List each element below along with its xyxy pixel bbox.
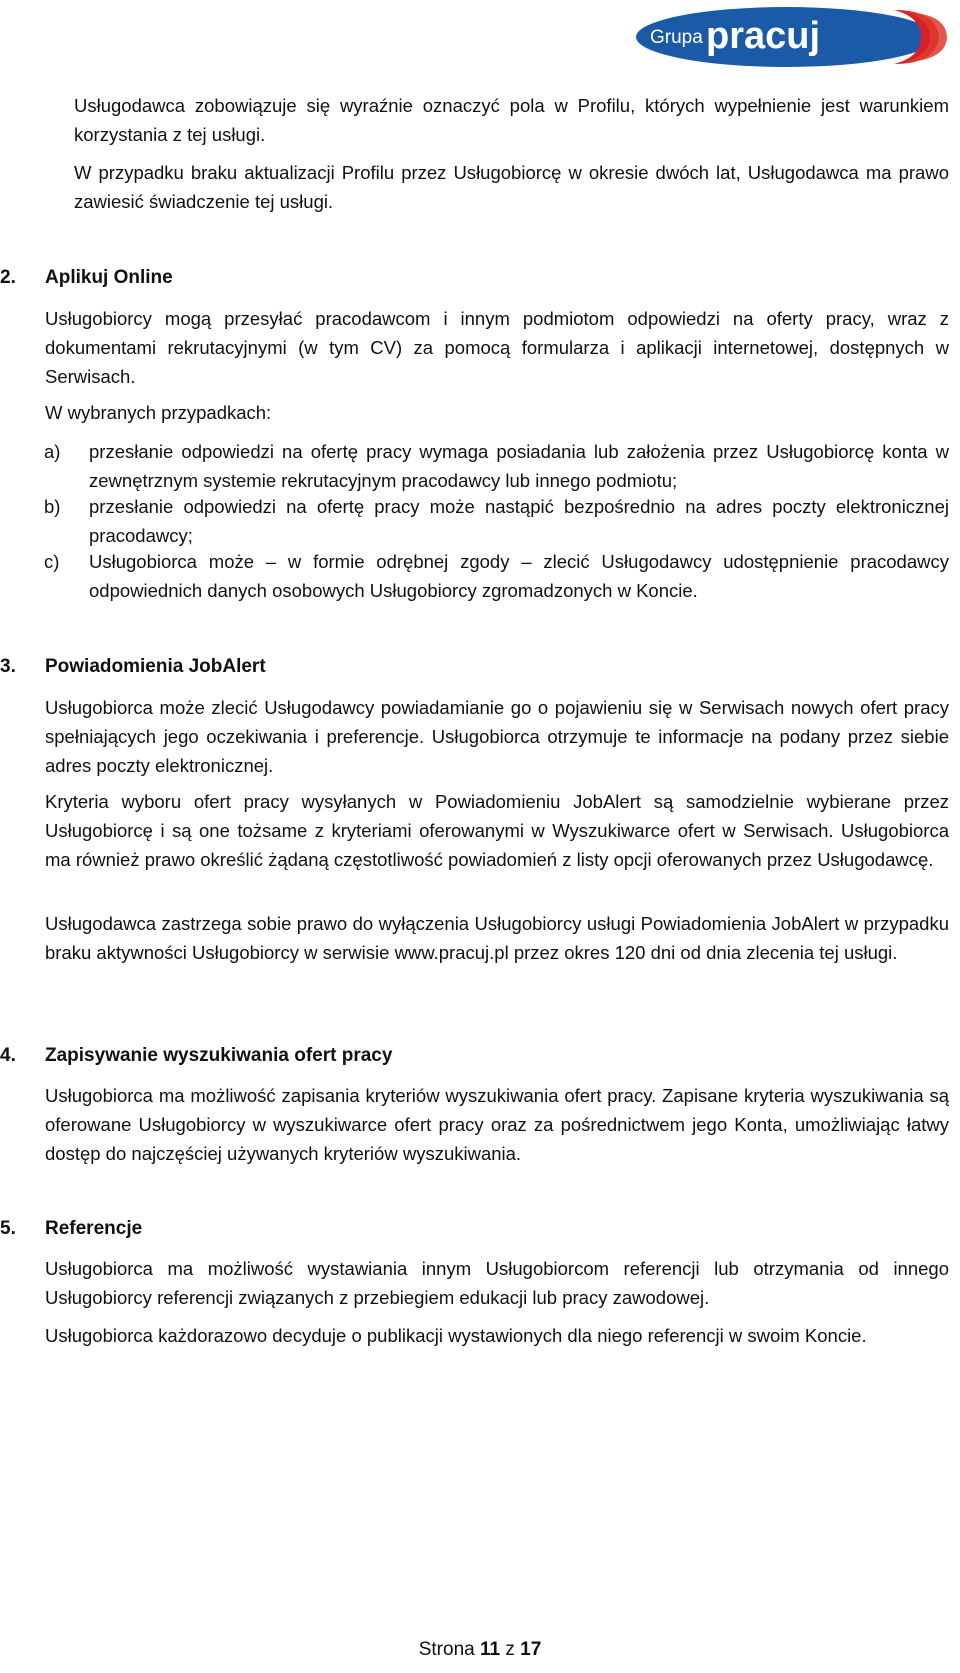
- section-title: Aplikuj Online: [45, 267, 173, 288]
- list-marker: b): [44, 496, 61, 517]
- section-paragraph: Kryteria wyboru ofert pracy wysyłanych w Powiadomieniu JobAlert są samodzielnie wybierane przez Usługobiorcę i są one tożsame z kryteriami oferowanymi w Wyszukiwarce ofert w Serwisach. Usługobiorca ma również prawo określić żądaną częstotliwość powiadomień z listy opcji oferowanych przez Usługodawcę.: [45, 791, 949, 870]
- list-item-text: Usługobiorca może – w formie odrębnej zgody – zlecić Usługodawcy udostępnienie pracodawcy odpowiednich danych osobowych Usługobiorcy zgromadzonych w Koncie.: [89, 551, 949, 601]
- section-paragraph: Usługobiorca ma możliwość wystawiania innym Usługobiorcom referencji lub otrzymania od innego Usługobiorcy referencji związanych z przebiegiem edukacji lub pracy zawodowej.: [45, 1258, 949, 1308]
- list-item: [44, 547, 949, 605]
- list-item: [44, 492, 949, 550]
- section-paragraph: Usługobiorcy mogą przesyłać pracodawcom i innym podmiotom odpowiedzi na oferty pracy, wraz z dokumentami rekrutacyjnymi (w tym CV) za pomocą formularza i aplikacji internetowej, dostępnych w Serwisach.: [45, 308, 949, 387]
- page-total: 17: [520, 1639, 542, 1660]
- logo-text-small: Grupa: [650, 27, 703, 48]
- intro-paragraph-2: W przypadku braku aktualizacji Profilu przez Usługobiorcę w okresie dwóch lat, Usługodawca ma prawo zawiesić świadczenie tej usługi.: [74, 162, 949, 212]
- logo-graphic: [636, 2, 948, 72]
- section-paragraph: Usługobiorca może zlecić Usługodawcy powiadamianie go o pojawieniu się w Serwisach nowych ofert pracy spełniających jego oczekiwania i preferencje. Usługobiorca otrzymuje te informacje na podany przez siebie adres poczty elektronicznej.: [45, 697, 949, 776]
- list-marker: c): [44, 551, 60, 572]
- section-paragraph: Usługobiorca ma możliwość zapisania kryteriów wyszukiwania ofert pracy. Zapisane kryteria wyszukiwania są oferowane Usługobiorcy w wyszukiwarce ofert pracy oraz za pośrednictwem jego Konta, umożliwiając łatwy dostęp do najczęściej używanych kryteriów wyszukiwania.: [45, 1085, 949, 1164]
- logo-text-big: pracuj: [706, 15, 821, 57]
- section-paragraph: Usługodawca zastrzega sobie prawo do wyłączenia Usługobiorcy usługi Powiadomienia JobAlert w przypadku braku aktywności Usługobiorcy w serwisie www.pracuj.pl przez okres 120 dni od dnia zlecenia tej usługi.: [45, 913, 949, 963]
- section-title: Powiadomienia JobAlert: [45, 656, 266, 677]
- section-title: Zapisywanie wyszukiwania ofert pracy: [45, 1045, 393, 1066]
- section-number: 4.: [0, 1045, 16, 1066]
- section-number: 2.: [0, 267, 16, 288]
- list-item-text: przesłanie odpowiedzi na ofertę pracy wymaga posiadania lub założenia przez Usługobiorcę konta w zewnętrznym systemie rekrutacyjnym pracodawcy lub innego podmiotu;: [89, 441, 949, 491]
- list-marker: a): [44, 441, 61, 462]
- intro-paragraph-1: Usługodawca zobowiązuje się wyraźnie oznaczyć pola w Profilu, których wypełnienie jest warunkiem korzystania z tej usługi.: [74, 95, 949, 145]
- grupa-pracuj-logo: [636, 2, 948, 72]
- section-number: 3.: [0, 656, 16, 677]
- list-item-text: przesłanie odpowiedzi na ofertę pracy może nastąpić bezpośrednio na adres poczty elektronicznej pracodawcy;: [89, 496, 949, 546]
- section-title: Referencje: [45, 1218, 143, 1239]
- section-paragraph: W wybranych przypadkach:: [45, 402, 272, 423]
- of-word: z: [505, 1639, 515, 1660]
- section-number: 5.: [0, 1218, 16, 1239]
- page-footer: [0, 1637, 960, 1663]
- section-paragraph: Usługobiorca każdorazowo decyduje o publikacji wystawionych dla niego referencji w swoim Koncie.: [45, 1325, 867, 1346]
- list-item: [44, 437, 949, 495]
- page-current: 11: [479, 1639, 501, 1660]
- page-word: Strona: [418, 1639, 475, 1660]
